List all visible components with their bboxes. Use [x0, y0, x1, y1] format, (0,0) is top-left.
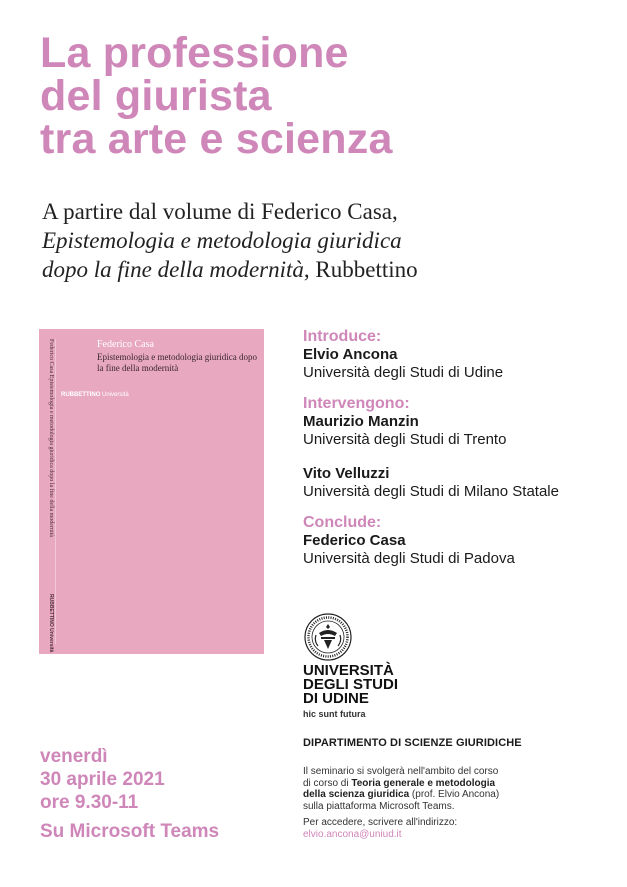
info-line: Per accedere, scrivere all'indirizzo:: [303, 817, 458, 828]
course-name-cont: della scienza giuridica: [303, 789, 410, 800]
title-line-3: tra arte e scienza: [40, 115, 393, 163]
subtitle-publisher: , Rubbettino: [303, 257, 418, 282]
subtitle-book-title: Epistemologia e metodologia giuridica: [42, 228, 402, 253]
university-motto: hic sunt futura: [303, 709, 366, 719]
subtitle-line-1: A partire dal volume di Federico Casa,: [42, 199, 398, 224]
event-datetime: [40, 745, 165, 814]
book-spine-publisher: RUBBETTINO Università: [48, 594, 54, 653]
title-line-1: La professione: [40, 29, 349, 77]
conclude-label: Conclude:: [303, 514, 382, 531]
poster-subtitle: [42, 197, 622, 284]
university-name-line: DEGLI STUDI: [303, 676, 399, 693]
university-name: [303, 664, 398, 706]
seminar-info: [303, 766, 623, 840]
book-author: Federico Casa: [97, 339, 154, 350]
event-date: 30 aprile 2021: [40, 769, 165, 790]
info-text: di corso di: [303, 777, 352, 789]
speaker-name: Federico Casa: [303, 532, 406, 549]
subtitle-book-title-cont: dopo la fine della modernità: [42, 257, 304, 282]
title-line-2: del giurista: [40, 72, 272, 120]
speaker-affiliation: Università degli Studi di Trento: [303, 431, 507, 448]
contact-email-link[interactable]: elvio.ancona@uniud.it: [303, 828, 402, 840]
university-name-line: UNIVERSITÀ: [303, 662, 394, 679]
intervengono-label: Intervengono:: [303, 395, 410, 412]
poster-title: [40, 29, 620, 163]
book-spine-text: Federico Casa Epistemologia e metodologia giuridica dopo la fine della modernità: [48, 339, 54, 537]
book-publisher-line: [61, 392, 129, 398]
book-series: Università: [102, 392, 129, 398]
speaker-affiliation: Università degli Studi di Udine: [303, 364, 504, 381]
university-name-line: DI UDINE: [303, 690, 369, 707]
speaker-name: Elvio Ancona: [303, 346, 398, 363]
speaker-affiliation: Università degli Studi di Milano Statale: [303, 483, 559, 500]
introduce-label: Introduce:: [303, 328, 382, 345]
course-name: Teoria generale e metodologia: [351, 777, 496, 789]
event-platform: Su Microsoft Teams: [40, 821, 220, 842]
event-time: ore 9.30-11: [40, 792, 139, 813]
speaker-affiliation: Università degli Studi di Padova: [303, 550, 515, 567]
book-spine: [43, 339, 56, 653]
event-day: venerdì: [40, 746, 108, 767]
book-title: Epistemologia e metodologia giuridica dopo la fine della modernità: [97, 352, 257, 373]
university-seal-icon: [304, 613, 352, 661]
speakers-list: [303, 327, 623, 568]
book-cover: [39, 329, 264, 654]
info-text: (prof. Elvio Ancona): [409, 789, 500, 800]
book-publisher: RUBBETTINO: [61, 392, 101, 398]
speaker-name: Vito Velluzzi: [303, 465, 390, 482]
department-name: DIPARTIMENTO DI SCIENZE GIURIDICHE: [303, 737, 522, 749]
info-line: Il seminario si svolgerà nell'ambito del corso: [303, 766, 499, 777]
speaker-name: Maurizio Manzin: [303, 413, 419, 430]
info-line: sulla piattaforma Microsoft Teams.: [303, 800, 455, 812]
